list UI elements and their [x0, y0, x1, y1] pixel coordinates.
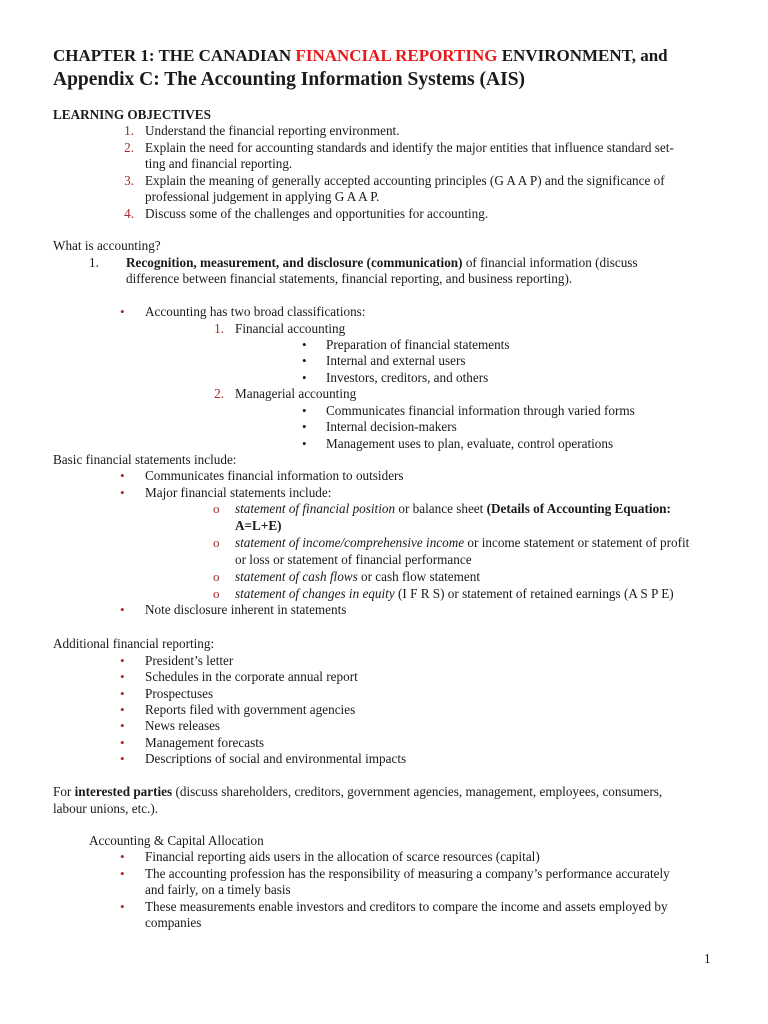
what-number: 1.	[89, 255, 99, 270]
objective-text: ting and financial reporting.	[145, 156, 293, 171]
class-number: 2.	[214, 386, 224, 401]
list-item: Management forecasts	[145, 735, 265, 750]
bullet: •	[302, 419, 307, 434]
statement-item: statement of changes in equity (I F R S) or statement of retained earnings (A S P E)	[235, 586, 674, 601]
statement-item: statement of cash flows or cash flow statement	[235, 569, 481, 584]
bullet: •	[120, 304, 125, 319]
list-item: Note disclosure inherent in statements	[145, 602, 347, 617]
list-item: News releases	[145, 718, 221, 733]
what-question: What is accounting?	[53, 238, 161, 253]
objective-text: Discuss some of the challenges and opportunities for accounting.	[145, 206, 489, 221]
list-item: Investors, creditors, and others	[326, 370, 489, 385]
circle-bullet: o	[213, 501, 220, 516]
bullet: •	[302, 436, 307, 451]
objective-text: professional judgement in applying G A A P.	[145, 189, 380, 204]
basic-heading: Basic financial statements include:	[53, 452, 237, 467]
list-item: Communicates financial information to outsiders	[145, 468, 404, 483]
page-number: 1	[704, 951, 711, 966]
list-item: Descriptions of social and environmental impacts	[145, 751, 407, 766]
circle-bullet: o	[213, 569, 220, 584]
bullet: •	[120, 653, 125, 668]
list-item: Management uses to plan, evaluate, control operations	[326, 436, 614, 451]
list-item: Major financial statements include:	[145, 485, 332, 500]
objective-text: Explain the need for accounting standards and identify the major entities that influence standard set-	[145, 140, 674, 155]
list-item: Internal decision-makers	[326, 419, 457, 434]
bullet: •	[120, 899, 125, 914]
list-item: Schedules in the corporate annual report	[145, 669, 358, 684]
bullet: •	[302, 370, 307, 385]
class-label: Managerial accounting	[235, 386, 357, 401]
bullet: •	[120, 751, 125, 766]
bullet: •	[302, 403, 307, 418]
class-number: 1.	[214, 321, 224, 336]
chapter-title: CHAPTER 1: THE CANADIAN FINANCIAL REPORTING ENVIRONMENT, and	[53, 46, 668, 65]
title-highlight: FINANCIAL REPORTING	[295, 46, 498, 65]
bullet: •	[120, 866, 125, 881]
what-definition: Recognition, measurement, and disclosure (communication) of financial information (discuss	[126, 255, 638, 270]
list-item-cont: and fairly, on a timely basis	[145, 882, 291, 897]
bullet: •	[120, 686, 125, 701]
list-item: Financial reporting aids users in the allocation of scarce resources (capital)	[145, 849, 540, 864]
objective-item: 1.	[124, 123, 134, 138]
bullet: •	[120, 702, 125, 717]
bullet: •	[120, 718, 125, 733]
bullet: •	[302, 337, 307, 352]
bullet: •	[120, 602, 125, 617]
capital-heading: Accounting & Capital Allocation	[89, 833, 264, 848]
list-item-cont: companies	[145, 915, 202, 930]
objective-item: 3.	[124, 173, 134, 188]
statement-item: statement of income/comprehensive income or income statement or statement of profit	[235, 535, 690, 550]
circle-bullet: o	[213, 586, 220, 601]
objectives-heading: LEARNING OBJECTIVES	[53, 107, 211, 122]
class-label: Financial accounting	[235, 321, 346, 336]
parties-text: For interested parties (discuss shareholders, creditors, government agencies, management, employees, consumers,	[53, 784, 663, 799]
statement-item-cont: or loss or statement of financial performance	[235, 552, 472, 567]
list-item: Communicates financial information through varied forms	[326, 403, 635, 418]
objective-text: Explain the meaning of generally accepted accounting principles (G A A P) and the significance of	[145, 173, 665, 188]
list-item: Reports filed with government agencies	[145, 702, 356, 717]
classes-intro: Accounting has two broad classifications:	[145, 304, 366, 319]
what-definition-cont: difference between financial statements, financial reporting, and business reporting).	[126, 271, 573, 286]
appendix-title: Appendix C: The Accounting Information Systems (AIS)	[53, 69, 526, 90]
list-item: Internal and external users	[326, 353, 466, 368]
bullet: •	[120, 669, 125, 684]
objective-item: 4.	[124, 206, 134, 221]
bullet: •	[120, 485, 125, 500]
statement-item: statement of financial position or balance sheet (Details of Accounting Equation:	[235, 501, 671, 516]
list-item: Preparation of financial statements	[326, 337, 510, 352]
bullet: •	[302, 353, 307, 368]
parties-text-cont: labour unions, etc.).	[53, 801, 159, 816]
objective-item: 2.	[124, 140, 134, 155]
list-item: The accounting profession has the responsibility of measuring a company’s performance accurately	[145, 866, 670, 881]
objective-text: Understand the financial reporting environment.	[145, 123, 400, 138]
statement-item-cont: A=L+E)	[235, 518, 282, 533]
list-item: Prospectuses	[145, 686, 214, 701]
bullet: •	[120, 849, 125, 864]
list-item: President’s letter	[145, 653, 234, 668]
additional-heading: Additional financial reporting:	[53, 636, 215, 651]
bullet: •	[120, 468, 125, 483]
list-item: These measurements enable investors and creditors to compare the income and assets employed by	[145, 899, 668, 914]
bullet: •	[120, 735, 125, 750]
circle-bullet: o	[213, 535, 220, 550]
